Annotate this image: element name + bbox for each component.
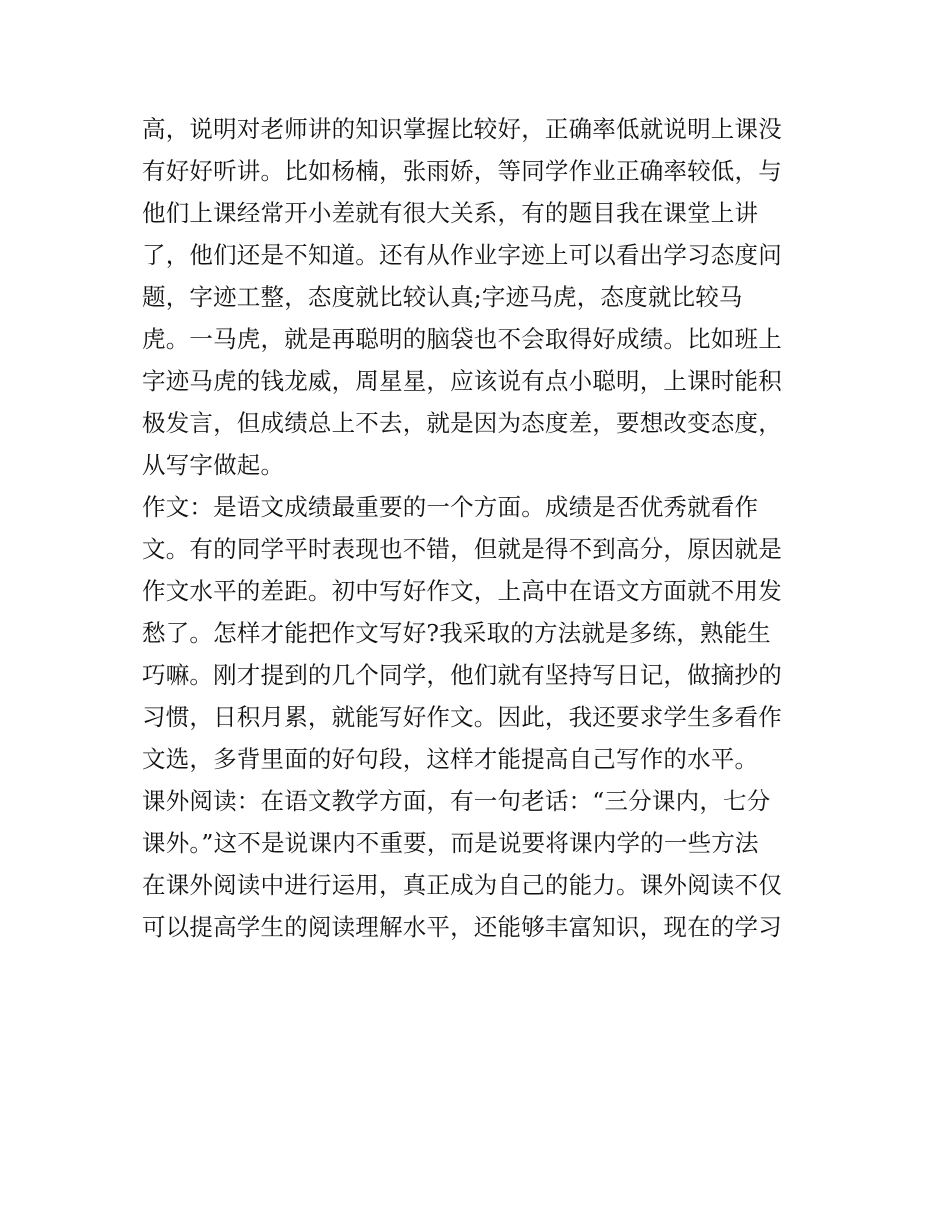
text-line: 题，字迹工整，态度就比较认真;字迹马虎，态度就比较马 (142, 283, 743, 311)
body-text (142, 108, 822, 948)
text-line: 他们上课经常开小差就有很大关系，有的题目我在课堂上讲 (142, 199, 759, 227)
text-line: 课外阅读：在语文教学方面，有一句老话：“三分课内，七分 (142, 787, 771, 815)
text-line: 作文水平的差距。初中写好作文，上高中在语文方面就不用发 (142, 577, 782, 605)
text-line: 愁了。怎样才能把作文写好?我采取的方法就是多练，熟能生 (142, 619, 771, 647)
text-line: 课外。”这不是说课内不重要，而是说要将课内学的一些方法 (142, 829, 759, 857)
text-line: 作文：是语文成绩最重要的一个方面。成绩是否优秀就看作 (142, 493, 759, 521)
text-line: 文。有的同学平时表现也不错，但就是得不到高分，原因就是 (142, 535, 782, 563)
text-line: 可以提高学生的阅读理解水平，还能够丰富知识，现在的学习 (142, 913, 782, 941)
text-line: 高，说明对老师讲的知识掌握比较好，正确率低就说明上课没 (142, 115, 782, 143)
text-line: 在课外阅读中进行运用，真正成为自己的能力。课外阅读不仅 (142, 871, 782, 899)
text-line: 习惯，日积月累，就能写好作文。因此，我还要求学生多看作 (142, 703, 782, 731)
text-line: 从写字做起。 (142, 451, 285, 479)
text-line: 虎。一马虎，就是再聪明的脑袋也不会取得好成绩。比如班上 (142, 325, 782, 353)
text-line: 文选，多背里面的好句段，这样才能提高自己写作的水平。 (142, 745, 759, 773)
text-line: 字迹马虎的钱龙威，周星星，应该说有点小聪明，上课时能积 (142, 367, 782, 395)
text-line: 极发言，但成绩总上不去，就是因为态度差，要想改变态度， (142, 409, 782, 437)
text-line: 有好好听讲。比如杨楠，张雨娇，等同学作业正确率较低，与 (142, 157, 782, 185)
text-line: 巧嘛。刚才提到的几个同学，他们就有坚持写日记，做摘抄的 (142, 661, 782, 689)
text-line: 了，他们还是不知道。还有从作业字迹上可以看出学习态度问 (142, 241, 782, 269)
